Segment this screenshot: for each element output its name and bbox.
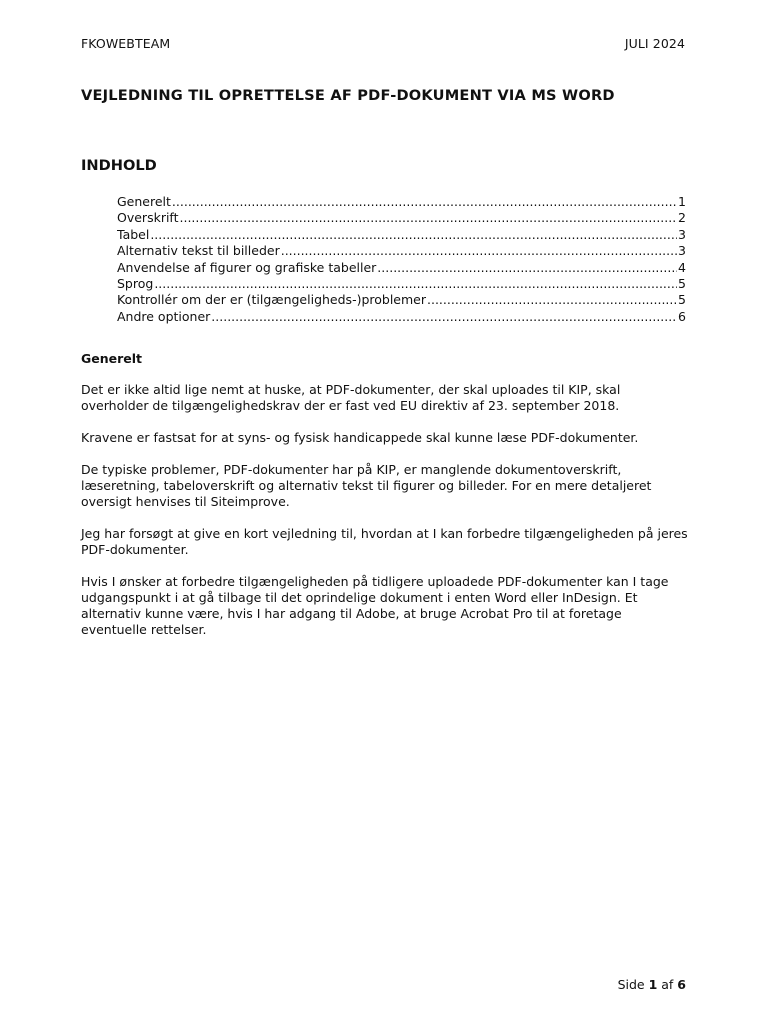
toc-leader-dots xyxy=(211,309,677,325)
toc-leader-dots xyxy=(150,227,677,243)
toc-leader-dots xyxy=(377,260,677,276)
toc-entry-alternativ-tekst[interactable] xyxy=(117,243,686,259)
paragraph: Hvis I ønsker at forbedre tilgængeligheden på tidligere uploadede PDF-dokumenter kan I tage udgangspunkt i at gå tilbage til det oprindelige dokument i enten Word eller InDesign. Et alternativ kunne være, hvis I har adgang til Adobe, at bruge Acrobat Pro til at foretage eventuelle rettelser. xyxy=(81,574,669,637)
section-heading: Generelt xyxy=(81,351,143,366)
toc-entry-label: Alternativ tekst til billeder xyxy=(117,243,280,259)
toc-entry-label: Generelt xyxy=(117,194,171,209)
document-title: VEJLEDNING TIL OPRETTELSE AF PDF-DOKUMENT VIA MS WORD xyxy=(81,87,615,104)
page-number-footer xyxy=(618,977,686,992)
toc-entry-andre-optioner[interactable] xyxy=(117,309,686,325)
toc-entry-label: Anvendelse af figurer og grafiske tabeller xyxy=(117,259,377,275)
toc-leader-dots xyxy=(180,210,678,226)
toc-entry-page: 3 xyxy=(678,243,686,259)
footer-total-pages: 6 xyxy=(677,977,686,992)
toc-entry-label: Kontrollér om der er (tilgængeligheds-)problemer xyxy=(117,292,427,308)
header-right: JULI 2024 xyxy=(624,36,685,51)
toc-entry-overskrift[interactable] xyxy=(117,210,686,226)
toc-entry-kontroller[interactable] xyxy=(117,292,686,308)
toc-leader-dots xyxy=(154,276,677,292)
toc-entry-generelt[interactable] xyxy=(117,194,686,210)
paragraph: Jeg har forsøgt at give en kort vejledning til, hvordan at I kan forbedre tilgængeligheden på jeres PDF-dokumenter. xyxy=(81,526,688,557)
toc-heading: INDHOLD xyxy=(81,157,157,174)
toc-entry-label: Andre optioner xyxy=(117,308,211,324)
footer-middle: af xyxy=(657,977,678,992)
toc-entry-label: Overskrift xyxy=(117,210,179,226)
toc-entry-label: Tabel xyxy=(117,226,150,242)
toc-leader-dots xyxy=(427,292,677,308)
toc-entry-page: 2 xyxy=(678,210,686,226)
footer-current-page: 1 xyxy=(648,977,658,992)
page-header xyxy=(81,36,685,51)
toc-entry-page: 5 xyxy=(678,292,686,308)
toc-entry-anvendelse-af-figurer[interactable] xyxy=(117,260,686,276)
paragraph: Kravene er fastsat for at syns- og fysisk handicappede skal kunne læse PDF-dokumenter. xyxy=(81,430,639,445)
table-of-contents xyxy=(117,194,686,325)
toc-entry-tabel[interactable] xyxy=(117,227,686,243)
toc-leader-dots xyxy=(281,243,677,259)
toc-leader-dots xyxy=(172,194,677,210)
toc-entry-page: 4 xyxy=(678,259,686,275)
toc-entry-page: 3 xyxy=(678,226,686,242)
paragraph: De typiske problemer, PDF-dokumenter har på KIP, er manglende dokumentoverskrift, læseretning, tabeloverskrift og alternativ tekst til figurer og billeder. For en mere detaljeret oversigt henvises til Siteimprove. xyxy=(81,462,652,509)
paragraph: Det er ikke altid lige nemt at huske, at PDF-dokumenter, der skal uploades til KIP, skal overholder de tilgængelighedskrav der er fast ved EU direktiv af 23. september 2018. xyxy=(81,382,621,413)
footer-prefix: Side xyxy=(617,977,649,992)
toc-entry-label: Sprog xyxy=(117,275,154,291)
toc-entry-page: 6 xyxy=(678,308,686,324)
section-generelt xyxy=(81,351,691,654)
toc-entry-page: 5 xyxy=(678,275,686,291)
toc-entry-sprog[interactable] xyxy=(117,276,686,292)
toc-entry-page: 1 xyxy=(678,194,686,209)
header-left: FKOWEBTEAM xyxy=(81,36,171,51)
